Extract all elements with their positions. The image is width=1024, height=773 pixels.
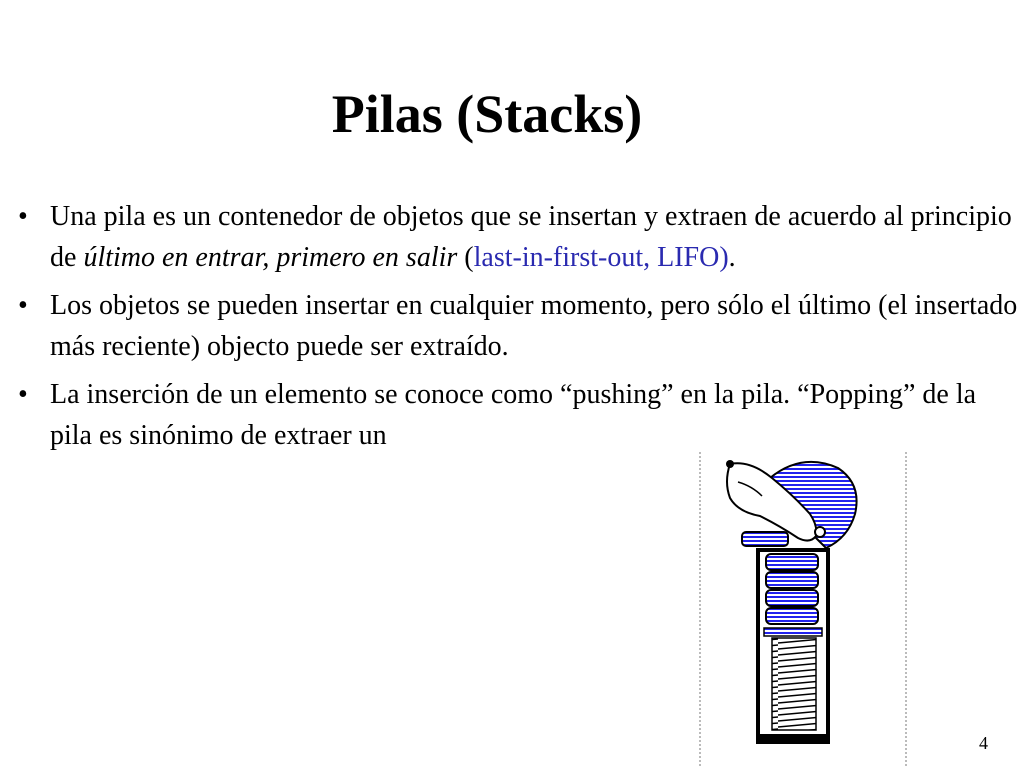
bullet-marker: • — [18, 379, 28, 410]
bullet-italic-text: último en entrar, primero en salir — [83, 242, 458, 273]
bullet-item-insert — [18, 285, 1018, 367]
bullet-text: Los objetos se pueden insertar en cualquier momento, pero sólo el último (el insertado más reciente) objecto puede ser extraído. — [50, 290, 1018, 362]
bullet-text-end: . — [728, 242, 736, 273]
pez-dispenser-drawing — [690, 452, 924, 768]
spring-platform — [764, 628, 822, 636]
bullet-item-push-pop — [18, 374, 1018, 456]
stack-candy-2 — [766, 572, 818, 588]
stack-candy-4 — [766, 608, 818, 624]
popped-candy — [742, 532, 788, 546]
bullet-lifo-term: last-in-first-out, LIFO) — [473, 242, 729, 273]
dispenser-knob — [726, 460, 734, 468]
bullet-marker: • — [18, 201, 28, 232]
stack-candy-1 — [766, 554, 818, 570]
pez-dispenser-illustration — [690, 452, 924, 768]
bullet-list — [18, 196, 1018, 463]
page-number: 4 — [979, 733, 988, 753]
dispenser-base — [758, 734, 828, 742]
bullet-text: La inserción de un elemento se conoce como “pushing” en la pila. “Popping” de la pila es sinónimo de extraer un — [50, 379, 977, 451]
dispenser-hinge — [815, 527, 825, 537]
bullet-marker: • — [18, 290, 28, 321]
bullet-item-lifo — [18, 196, 1018, 278]
slide-title: Pilas (Stacks) — [331, 84, 643, 144]
bullet-text-mid: ( — [457, 242, 474, 273]
dispenser-spring — [772, 638, 816, 730]
stack-candy-3 — [766, 590, 818, 606]
bullet-text: Una pila es un contenedor de objetos que se insertan y extraen de acuerdo al principio de — [50, 201, 1012, 273]
